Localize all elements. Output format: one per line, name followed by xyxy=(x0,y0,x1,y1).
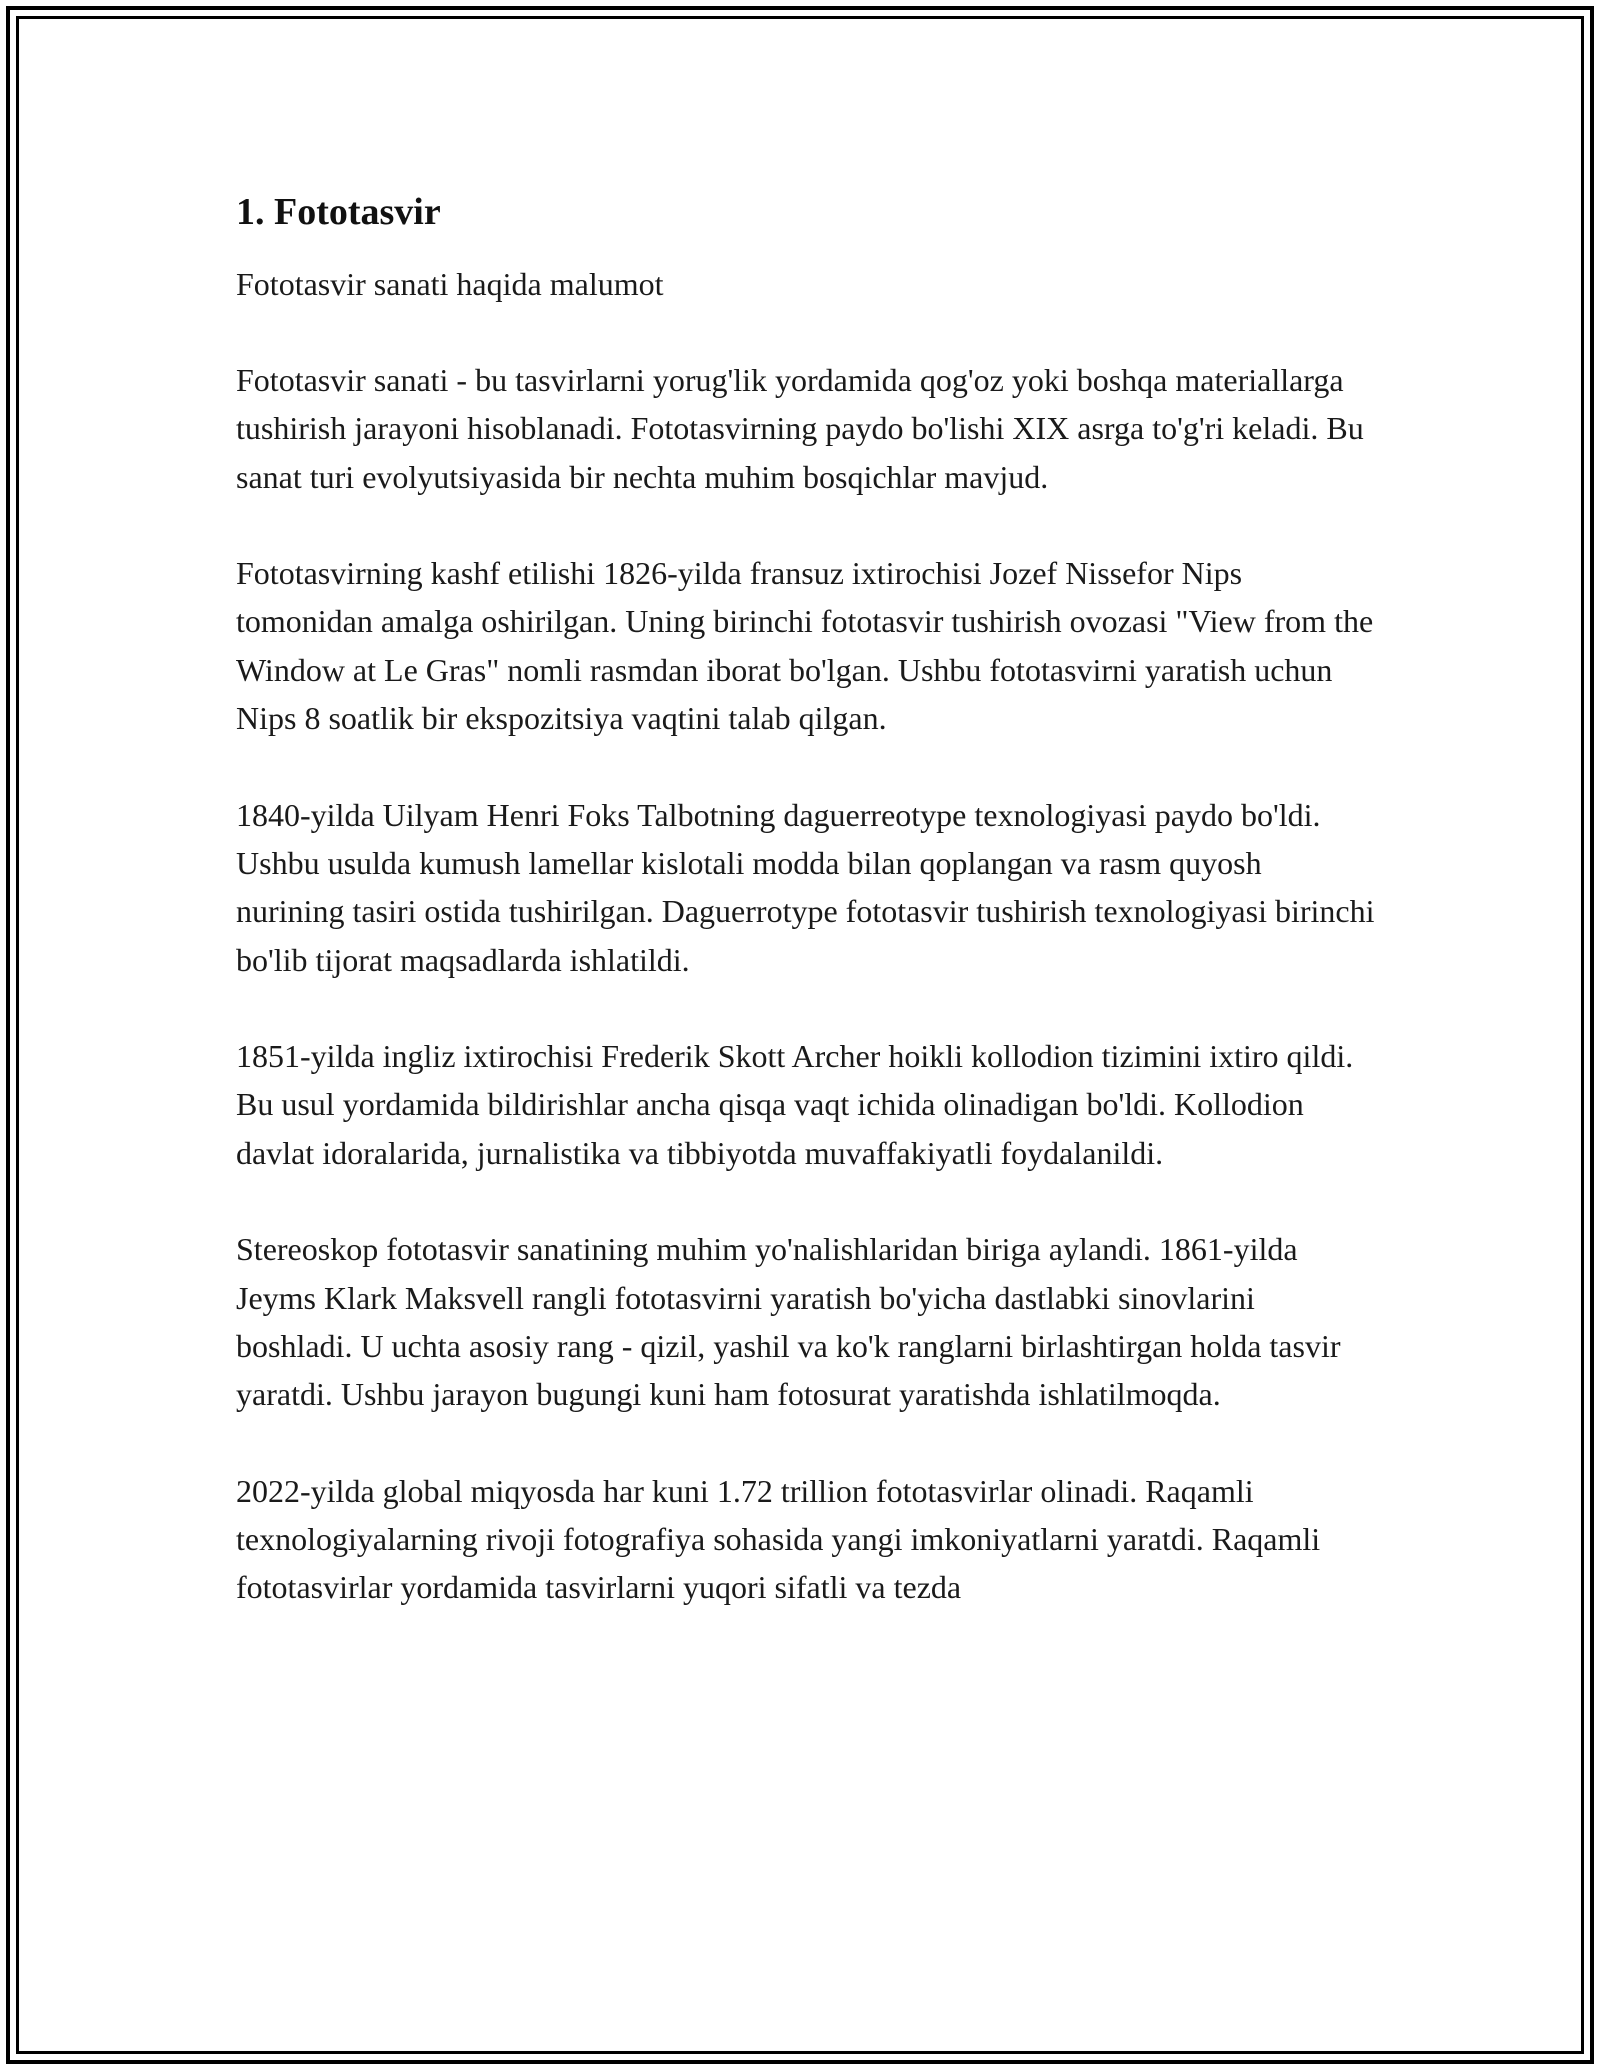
document-body xyxy=(236,186,1376,1660)
paragraph-collodion: 1851-yilda ingliz ixtirochisi Frederik Skott Archer hoikli kollodion tizimini ixtiro qildi. Bu usul yordamida bildirishlar ancha qisqa vaqt ichida olinadigan bo'ldi. Kollodion davlat idoralarida, jurnalistika va tibbiyotda muvaffakiyatli foydalanildi. xyxy=(236,1038,1354,1171)
document-subtitle: Fototasvir sanati haqida malumot xyxy=(236,266,664,302)
document-title: 1. Fototasvir xyxy=(236,191,441,233)
paragraph-introduction: Fototasvir sanati - bu tasvirlarni yorug'lik yordamida qog'oz yoki boshqa materiallarga tushirish jarayoni hisoblanadi. Fototasvirning paydo bo'lishi XIX asrga to'g'ri keladi. Bu sanat turi evolyutsiyasida bir nechta muhim bosqichlar mavjud. xyxy=(236,362,1364,495)
paragraph-stereoscope-color: Stereoskop fototasvir sanatining muhim yo'nalishlaridan biriga aylandi. 1861-yilda Jeyms Klark Maksvell rangli fototasvirni yaratish bo'yicha dastlabki sinovlarini boshladi. U uchta asosiy rang - qizil, yashil va ko'k ranglarni birlashtirgan holda tasvir yaratdi. Ushbu jarayon bugungi kuni ham fotosurat yaratishda ishlatilmoqda. xyxy=(236,1231,1341,1413)
paragraph-discovery: Fototasvirning kashf etilishi 1826-yilda fransuz ixtirochisi Jozef Nissefor Nips tomonidan amalga oshirilgan. Uning birinchi fototasvir tushirish ovozasi "View from the Window at Le Gras" nomli rasmdan iborat bo'lgan. Ushbu fototasvirni yaratish uchun Nips 8 soatlik bir ekspozitsiya vaqtini talab qilgan. xyxy=(236,555,1374,737)
paragraph-digital: 2022-yilda global miqyosda har kuni 1.72 trillion fototasvirlar olinadi. Raqamli texnologiyalarning rivoji fotografiya sohasida yangi imkoniyatlarni yaratdi. Raqamli fototasvirlar yordamida tasvirlarni yuqori sifatli va tezda xyxy=(236,1472,1321,1606)
paragraph-daguerreotype: 1840-yilda Uilyam Henri Foks Talbotning daguerreotype texnologiyasi paydo bo'ldi. Ushbu usulda kumush lamellar kislotali modda bilan qoplangan va rasm quyosh nurining tasiri ostida tushirilgan. Daguerrotype fototasvir tushirish texnologiyasi birinchi bo'lib tijorat maqsadlarda ishlatildi. xyxy=(236,796,1375,978)
